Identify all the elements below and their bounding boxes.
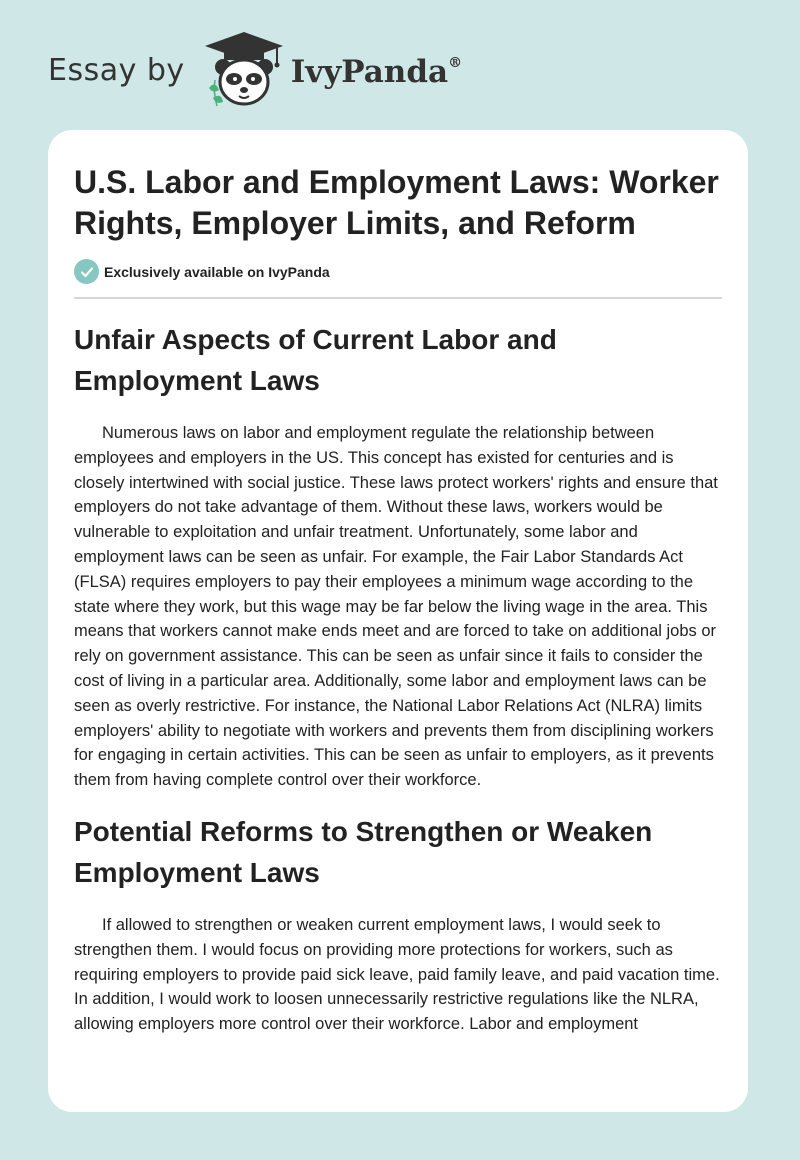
essay-by-label: Essay by <box>48 52 185 88</box>
section-heading: Unfair Aspects of Current Labor and Employment Laws <box>74 324 557 396</box>
article-card <box>48 130 748 1112</box>
section-paragraph: If allowed to strengthen or weaken current employment laws, I would seek to strengthen them. I would focus on providing more protections for workers, such as requiring employers to provide paid sick leave, paid family leave, and paid vacation time. In addition, I would work to loosen unnecessarily restrictive regulations like the NLRA, allowing employers more control over their workforce. Labor and employment <box>74 915 720 1034</box>
site-header <box>48 30 462 110</box>
brand-name: IvyPanda® <box>290 54 463 90</box>
panda-logo-icon[interactable] <box>199 30 289 110</box>
section-heading: Potential Reforms to Strengthen or Weaken Employment Laws <box>74 815 653 888</box>
exclusive-badge <box>74 259 722 299</box>
section-paragraph: Numerous laws on labor and employment regulate the relationship between employees and employers in the US. This concept has existed for centuries and is closely intertwined with social justice. These laws protect workers' rights and ensure that employers do not take advantage of them. Without these laws, workers would be vulnerable to exploitation and unfair treatment. Unfortunately, some labor and employment laws can be seen as unfair. For example, the Fair Labor Standards Act (FLSA) requires employers to pay their employees a minimum wage according to the state where they work, but this wage may be far below the living wage in the area. This means that workers cannot make ends meet and are forced to take on additional jobs or rely on government assistance. This can be seen as unfair since it fails to consider the cost of living in a particular area. Additionally, some labor and employment laws can be seen as overly restrictive. For instance, the National Labor Relations Act (NLRA) limits employers' ability to negotiate with workers and prevents them from disciplining workers for engaging in certain activities. This can be seen as unfair to employers, as it prevents them from having complete control over their workforce. <box>74 424 718 790</box>
registered-mark: ® <box>448 54 463 71</box>
page-title: U.S. Labor and Employment Laws: Worker Rights, Employer Limits, and Reform <box>74 164 719 241</box>
exclusive-label: Exclusively available on IvyPanda <box>104 263 330 280</box>
check-icon <box>74 259 99 284</box>
